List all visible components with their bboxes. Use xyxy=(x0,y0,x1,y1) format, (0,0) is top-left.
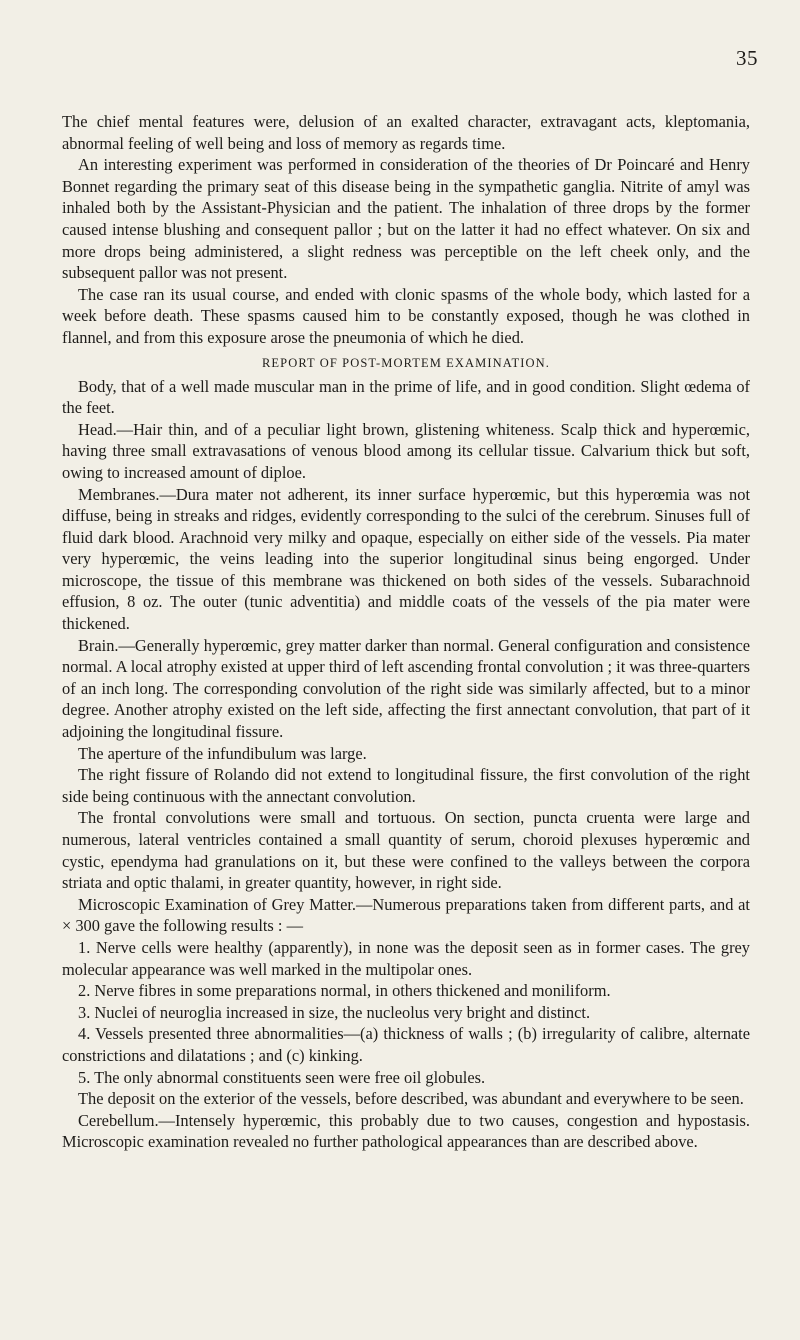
paragraph-amyl-experiment: An interesting experiment was performed in consideration of the theories of Dr Poincaré and Henry Bonnet regarding the primary seat of this disease being in the sympathetic ganglia. Nitrite of amyl was inhaled both by the Assistant-Physician and the patient. The inhalation of three drops by the former caused intense blushing and consequent pallor ; but on the latter it had no effect whatever. On six and more drops being administered, a slight redness was perceptible on the left cheek only, and the subsequent pallor was not present. xyxy=(62,155,750,283)
list-item-oil-globules: 5. The only abnormal constituents seen were free oil globules. xyxy=(78,1067,486,1087)
paragraph-brain: Brain.—Generally hyperœmic, grey matter darker than normal. General configuration and consistence normal. A local atrophy existed at upper third of left ascending frontal convolution ; it was three-quarters of an inch long. The corresponding convolution of the right side was similarly affected, but to a minor degree. Another atrophy existed on the left side, affecting the first annectant convolution, that part of it adjoining the longitudinal fissure. xyxy=(62,635,750,742)
paragraph-frontal-convolutions: The frontal convolutions were small and tortuous. On section, puncta cruenta were large and numerous, lateral ventricles contained a small quantity of serum, choroid plexuses hyperœmic and cystic, ependyma had granulations on it, but these were confined to the valleys between the corpora striata and optic thalami, in greater quantity, however, in right side. xyxy=(62,808,750,893)
paragraph-cerebellum: Cerebellum.—Intensely hyperœmic, this probably due to two causes, congestion and hypostasis. Microscopic examination revealed no further pathological appearances than are described above. xyxy=(62,1110,750,1152)
paragraph-infundibulum: The aperture of the infundibulum was large. xyxy=(78,743,367,763)
paragraph-rolando: The right fissure of Rolando did not extend to longitudinal fissure, the first convolution of the right side being continuous with the annectant convolution. xyxy=(62,765,750,806)
list-item-nerve-cells: 1. Nerve cells were healthy (apparently), in none was the deposit seen as in former cases. The grey molecular appearance was well marked in the multipolar ones. xyxy=(62,937,750,979)
section-heading: REPORT OF POST-MORTEM EXAMINATION. xyxy=(261,355,550,370)
paragraph-microscopic-examination: Microscopic Examination of Grey Matter.—Numerous preparations taken from different parts, and at × 300 gave the following results : — xyxy=(62,894,750,936)
list-item-vessels: 4. Vessels presented three abnormalities—(a) thickness of walls ; (b) irregularity of calibre, alternate constrictions and dilatations ; and (c) kinking. xyxy=(62,1024,750,1065)
paragraph-mental-features: The chief mental features were, delusion of an exalted character, extravagant acts, kleptomania, abnormal feeling of well being and loss of memory as regards time. xyxy=(62,112,750,153)
book-page xyxy=(62,0,758,1340)
paragraph-deposit: The deposit on the exterior of the vessels, before described, was abundant and everywhere to be seen. xyxy=(78,1089,744,1109)
paragraph-case-course: The case ran its usual course, and ended with clonic spasms of the whole body, which lasted for a week before death. These spasms caused him to be constantly exposed, though he was clothed in flannel, and from this exposure arose the pneumonia of which he died. xyxy=(62,284,750,347)
paragraph-head: Head.—Hair thin, and of a peculiar light brown, glistening whiteness. Scalp thick and hyperœmic, having three small extravasations of venous blood among its cellular tissue. Calvarium thick but soft, owing to increased amount of diploe. xyxy=(62,419,750,482)
list-item-nerve-fibres: 2. Nerve fibres in some preparations normal, in others thickened and moniliform. xyxy=(78,981,611,1001)
list-item-nuclei: 3. Nuclei of neuroglia increased in size, the nucleolus very bright and distinct. xyxy=(78,1002,591,1022)
paragraph-membranes: Membranes.—Dura mater not adherent, its inner surface hyperœmic, but this hyperœmia was not diffuse, being in streaks and ridges, evidently corresponding to the sulci of the cerebrum. Sinuses full of fluid dark blood. Arachnoid very milky and opaque, especially on either side of the vessels. Pia mater very hyperœmic, the veins leading into the superior longitudinal sinus being engorged. Under microscope, the tissue of this membrane was thickened on both sides of the vessels. Subarachnoid effusion, 8 oz. The outer (tunic adventitia) and middle coats of the vessels of the pia mater were thickened. xyxy=(62,484,750,634)
page-body-text xyxy=(62,111,750,1153)
paragraph-body: Body, that of a well made muscular man in the prime of life, and in good condition. Slight œdema of the feet. xyxy=(62,376,750,418)
page-number: 35 xyxy=(736,46,758,70)
